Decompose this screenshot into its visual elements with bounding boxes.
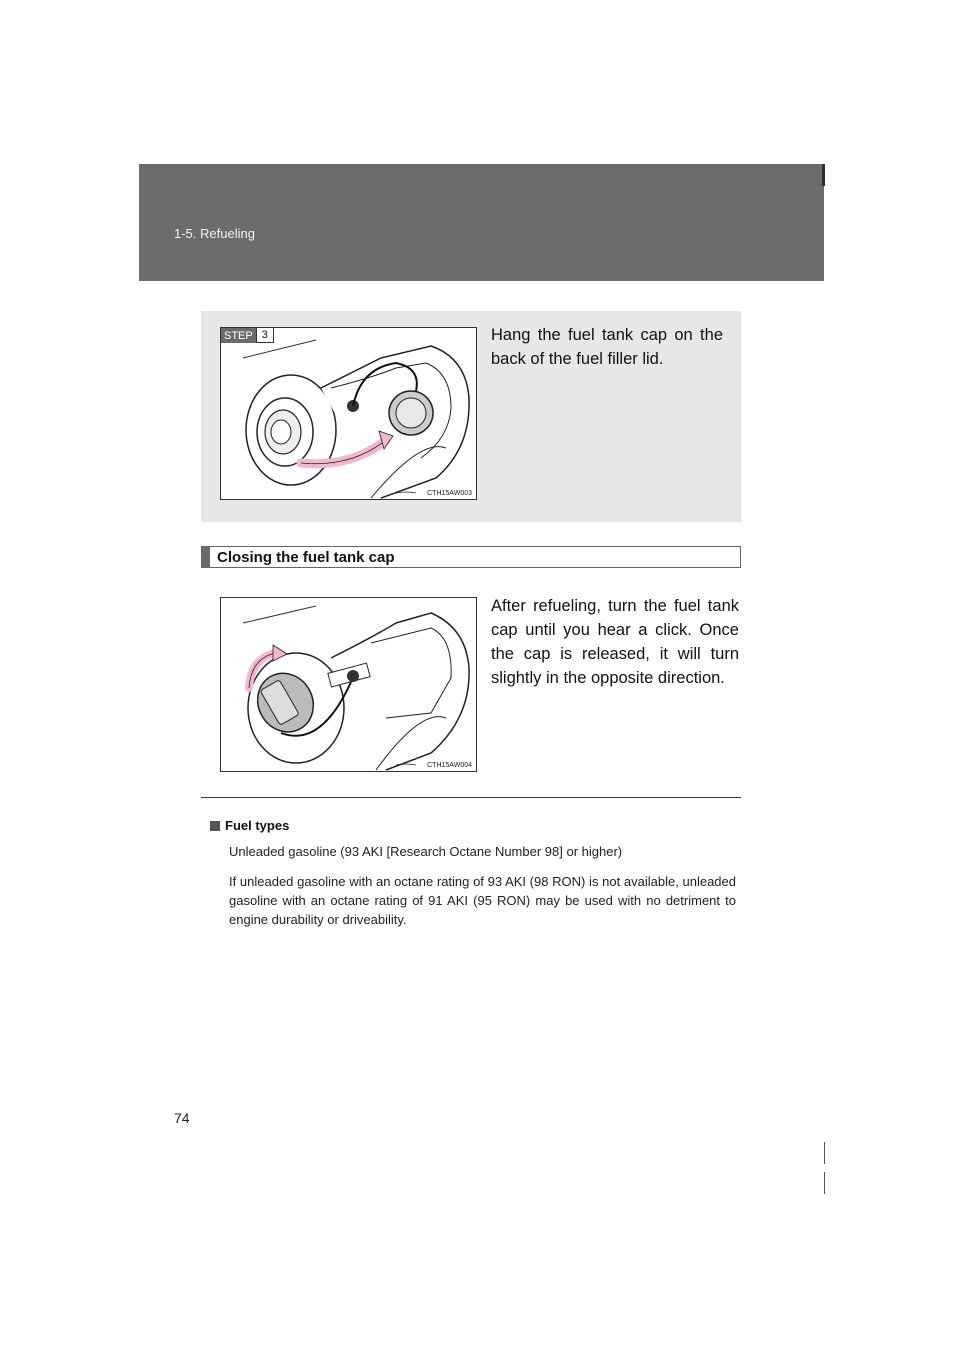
note-line-1: Unleaded gasoline (93 AKI [Research Octane Number 98] or higher) bbox=[229, 844, 623, 859]
fuel-cap-hanging-drawing bbox=[221, 328, 476, 499]
header-tab-mark bbox=[822, 164, 825, 186]
figure-code: CTH15AW004 bbox=[427, 762, 472, 769]
section-label: 1-5. Refueling bbox=[174, 226, 255, 241]
divider-rule bbox=[201, 797, 741, 798]
fuel-cap-closing-drawing bbox=[221, 598, 476, 771]
step3-illustration bbox=[220, 327, 477, 500]
step-number: 3 bbox=[256, 328, 274, 343]
step3-instruction: Hang the fuel tank cap on the back of the fuel filler lid. bbox=[491, 326, 723, 368]
section-heading-bar bbox=[201, 546, 741, 568]
square-bullet-icon bbox=[210, 821, 220, 831]
page-header bbox=[139, 164, 824, 281]
figure-code: CTH15AW003 bbox=[427, 490, 472, 497]
section-title: Closing the fuel tank cap bbox=[217, 549, 395, 566]
edge-mark-2 bbox=[824, 1172, 825, 1194]
note-line-2: If unleaded gasoline with an octane rating of 93 AKI (98 RON) is not available, unleaded gasoline with an octane rating of 91 AKI (95 RON) may be used with no detriment to engine durability or driveability. bbox=[229, 874, 736, 927]
step-badge bbox=[221, 328, 274, 343]
page-number: 74 bbox=[174, 1110, 190, 1126]
step-word: STEP bbox=[221, 328, 256, 343]
closing-cap-illustration bbox=[220, 597, 477, 772]
note-heading bbox=[210, 818, 289, 833]
edge-mark-1 bbox=[824, 1142, 825, 1164]
closing-instruction: After refueling, turn the fuel tank cap until you hear a click. Once the cap is released, it will turn slightly in the opposite direction. bbox=[491, 597, 739, 687]
note-heading-text: Fuel types bbox=[225, 818, 290, 833]
section-accent bbox=[202, 547, 210, 567]
